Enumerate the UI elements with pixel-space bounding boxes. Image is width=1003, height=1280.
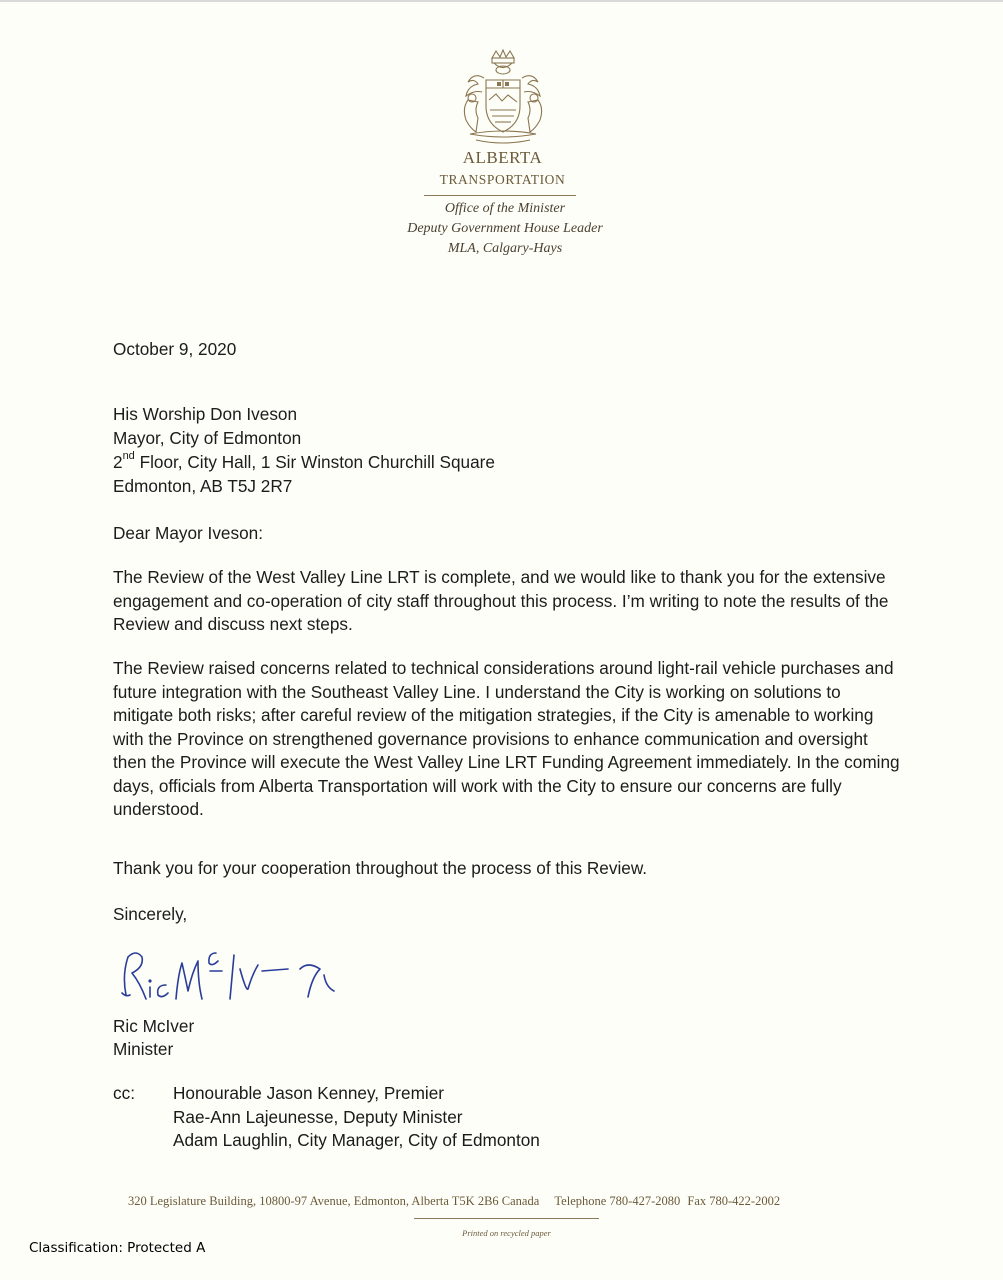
office-line-house-leader: Deputy Government House Leader (407, 221, 603, 236)
cc-recipient: Rae-Ann Lajeunesse, Deputy Minister (173, 1106, 463, 1127)
body-paragraph: The Review of the West Valley Line LRT is complete, and we would like to thank you for the extensive engagement and co-operation of city staff throughout this process. I’m writing to note the results of the Review and discuss next steps. (113, 567, 889, 634)
letter-date: October 9, 2020 (113, 339, 237, 359)
office-line-minister: Office of the Minister (444, 201, 566, 216)
cc-recipient: Adam Laughlin, City Manager, City of Edmonton (173, 1130, 540, 1150)
signer-name: Ric McIver (113, 1016, 195, 1036)
recipient-floor-suffix: nd (122, 450, 135, 463)
alberta-coat-of-arms-icon (454, 48, 552, 148)
closing: Sincerely, (113, 904, 188, 924)
cc-recipient: Honourable Jason Kenney, Premier (173, 1083, 445, 1103)
footer-contact (128, 1194, 898, 1209)
footer-telephone: Telephone 780-427-2080 (554, 1194, 681, 1208)
top-edge-rule (0, 0, 1003, 2)
classification-label: Classification: Protected A (29, 1240, 206, 1256)
handwritten-signature (112, 935, 352, 1010)
recipient-title: Mayor, City of Edmonton (113, 428, 302, 448)
cc-label: cc: (113, 1083, 135, 1103)
letterhead-divider (424, 195, 576, 196)
recipient-street (113, 451, 495, 475)
department-name: TRANSPORTATION (439, 172, 566, 187)
recipient-name: His Worship Don Iveson (113, 404, 298, 424)
org-name: ALBERTA (462, 148, 543, 167)
recipient-city: Edmonton, AB T5J 2R7 (113, 476, 293, 496)
footer-divider (414, 1218, 599, 1219)
body-paragraph: The Review raised concerns related to technical considerations around light-rail vehicle purchases and future integration with the Southeast Valley Line. I understand the City is working on solutions to mitigate both risks; after careful review of the mitigation strategies, if the City is amenable to working with the Province on strengthened governance provisions to enhance communication and oversight then the Province will execute the West Valley Line LRT Funding Agreement immediately. In the coming days, officials from Alberta Transportation will work with the City to ensure our concerns are fully understood. (113, 658, 900, 819)
signer-title: Minister (113, 1039, 174, 1059)
body-paragraph: Thank you for your cooperation throughout the process of this Review. (113, 858, 648, 878)
footer-address: 320 Legislature Building, 10800-97 Avenue, Edmonton, Alberta T5K 2B6 Canada (128, 1194, 540, 1208)
recipient-street-rest: Floor, City Hall, 1 Sir Winston Churchill Square (134, 452, 495, 472)
salutation: Dear Mayor Iveson: (113, 523, 263, 543)
recipient-floor-number: 2 (113, 452, 123, 472)
office-line-mla: MLA, Calgary-Hays (447, 241, 563, 256)
recycled-paper-note: Printed on recycled paper (462, 1228, 551, 1238)
footer-fax: Fax 780-422-2002 (687, 1194, 781, 1208)
cc-list (173, 1082, 540, 1153)
